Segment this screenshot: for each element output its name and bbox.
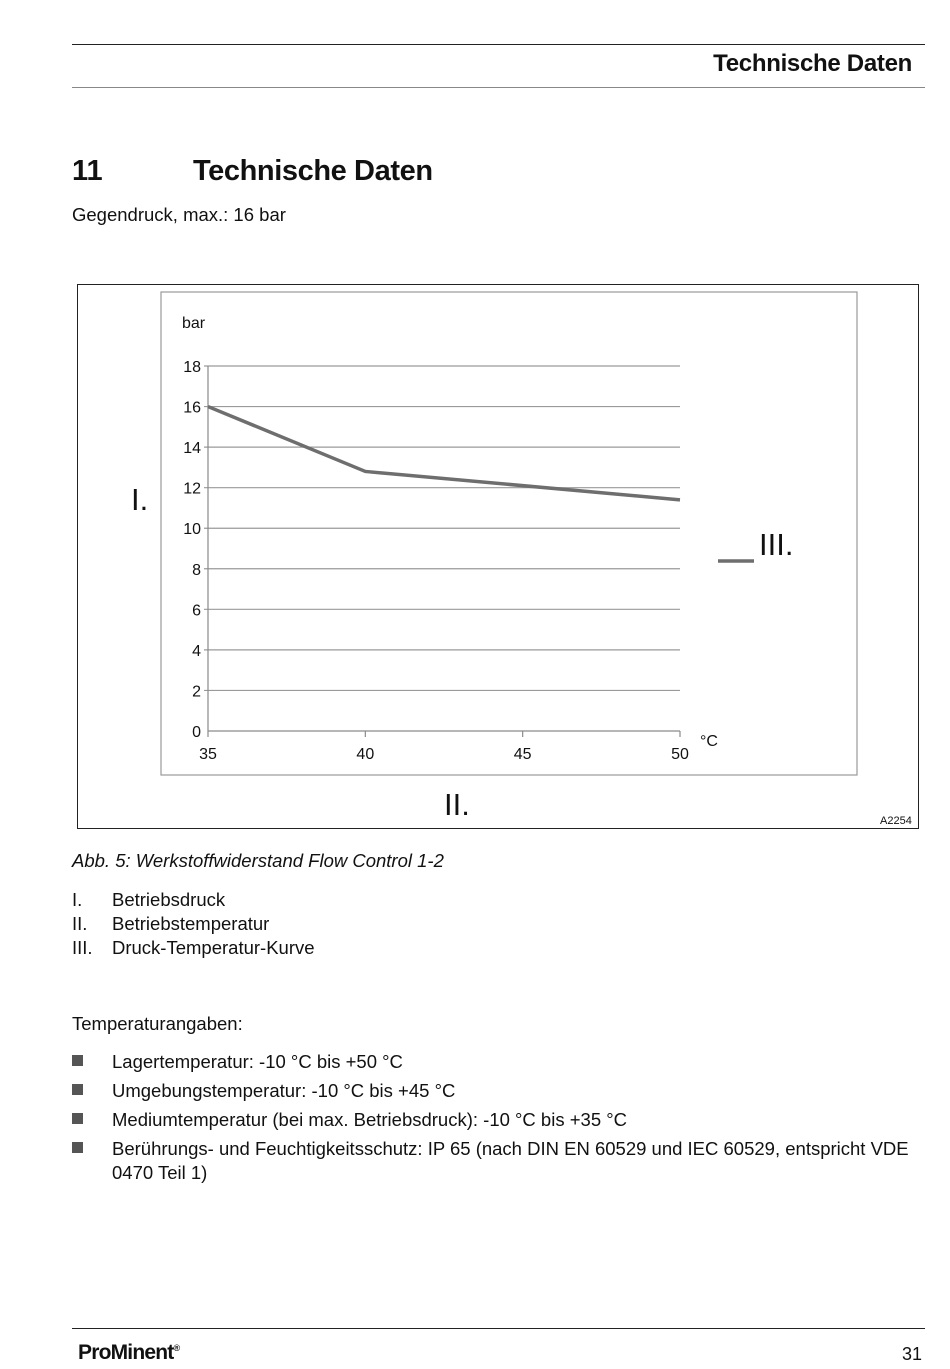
bullet-square-icon [72, 1084, 83, 1095]
bullet-item [72, 1108, 922, 1134]
y-tick-label: 0 [192, 724, 201, 741]
bullet-square-icon [72, 1113, 83, 1124]
prominent-logo [78, 1341, 179, 1365]
figure-label-I: I. [131, 482, 149, 517]
figure-caption: Abb. 5: Werkstoffwiderstand Flow Control 1-2 [72, 850, 444, 871]
bullet-text: Umgebungstemperatur: -10 °C bis +45 °C [112, 1080, 456, 1101]
y-tick-label: 16 [183, 399, 201, 417]
x-axis-label: °C [700, 733, 718, 750]
legend-item-text: Betriebsdruck [112, 889, 226, 910]
figure-id: A2254 [880, 815, 912, 827]
legend-item-text: Betriebstemperatur [112, 913, 270, 934]
x-tick-label: 40 [356, 746, 375, 763]
figure-frame [77, 284, 919, 829]
page-number: 31 [901, 1344, 922, 1364]
intro-text: Gegendruck, max.: 16 bar [72, 204, 286, 225]
y-axis-label: bar [182, 315, 206, 332]
figure-label-II: II. [444, 787, 470, 822]
bullet-item [72, 1137, 922, 1187]
bullet-text: Lagertemperatur: -10 °C bis +50 °C [112, 1051, 403, 1072]
y-tick-label: 6 [192, 602, 201, 620]
bullet-text: Mediumtemperatur (bei max. Betriebsdruck): -10 °C bis +35 °C [112, 1109, 628, 1130]
footer-rule [72, 1328, 925, 1329]
legend-item-number: I. [72, 889, 83, 910]
bullet-square-icon [72, 1055, 83, 1066]
legend-item [72, 937, 672, 959]
y-tick-label: 4 [192, 642, 201, 660]
bullet-text: Berührungs- und Feuchtigkeitsschutz: IP 65 (nach DIN EN 60529 und IEC 60529, entspricht VDE 0470 Teil 1) [112, 1138, 909, 1183]
x-tick-label: 50 [671, 746, 689, 763]
running-header-title: Technische Daten [713, 50, 912, 77]
y-tick-label: 8 [192, 561, 201, 579]
logo-text: ProMinent [78, 1341, 174, 1364]
bullet-item [72, 1079, 922, 1105]
y-tick-label: 2 [192, 683, 201, 701]
y-tick-label: 14 [183, 440, 201, 458]
y-tick-label: 10 [183, 521, 201, 539]
legend-item-number: III. [72, 937, 93, 958]
bullet-square-icon [72, 1142, 83, 1153]
temperature-heading: Temperaturangaben: [72, 1013, 243, 1034]
legend-item [72, 889, 672, 911]
legend-item-number: II. [72, 913, 88, 934]
legend-item-text: Druck-Temperatur-Kurve [112, 937, 315, 958]
bullet-item [72, 1050, 922, 1076]
pressure-temperature-chart [78, 285, 920, 830]
legend-item [72, 913, 672, 935]
y-tick-label: 12 [183, 480, 201, 498]
y-tick-label: 18 [183, 359, 201, 376]
x-tick-label: 45 [513, 746, 532, 763]
section-title: Technische Daten [193, 155, 433, 187]
header-bottom-rule [72, 87, 925, 88]
plot-area-frame [161, 292, 857, 775]
header-top-rule [72, 44, 925, 45]
registered-mark: ® [173, 1343, 180, 1353]
figure-label-III: III. [759, 527, 794, 562]
x-tick-label: 35 [199, 746, 217, 763]
section-number: 11 [72, 155, 103, 187]
